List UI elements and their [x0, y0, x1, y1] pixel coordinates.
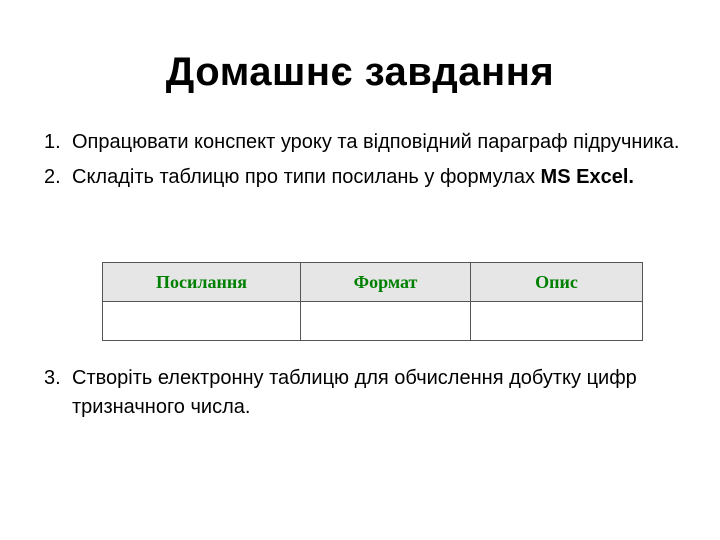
table-row [103, 302, 643, 341]
task-text-plain: Складіть таблицю про типи посилань у формулах [72, 166, 541, 188]
table-header-cell: Опис [471, 263, 643, 302]
task-list [44, 128, 684, 198]
references-table [102, 262, 643, 341]
list-item-task-3 [44, 364, 712, 422]
table-cell [301, 302, 471, 341]
table-header-cell: Формат [301, 263, 471, 302]
page-title: Домашнє завдання [165, 50, 555, 94]
list-number: 3. [44, 367, 61, 389]
table-cell [471, 302, 643, 341]
task-text [72, 166, 634, 188]
list-number: 1. [44, 131, 61, 153]
list-number: 2. [44, 166, 61, 188]
list-item-task-2 [44, 163, 684, 192]
task-text: Створіть електронну таблицю для обчислення добутку цифр тризначного числа. [72, 367, 637, 418]
table-header-cell: Посилання [103, 263, 301, 302]
list-item-task-1 [44, 128, 684, 157]
task-text: Опрацювати конспект уроку та відповідний параграф підручника. [72, 131, 680, 153]
table-cell [103, 302, 301, 341]
table-header-row [103, 263, 643, 302]
task-text-bold: MS Excel. [540, 166, 634, 188]
